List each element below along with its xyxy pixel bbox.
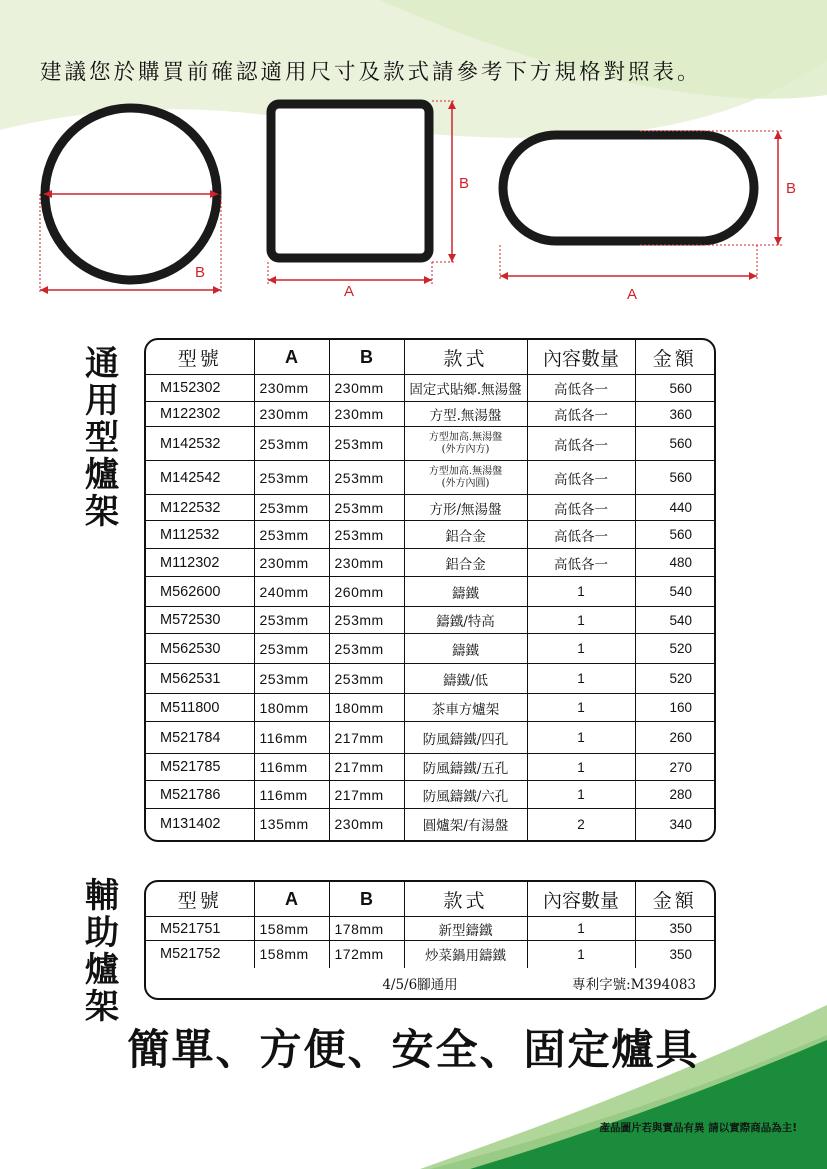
model-cell: M572530	[146, 607, 254, 634]
model-cell: M562530	[146, 634, 254, 664]
style-line-2: (外方內方)	[441, 443, 490, 455]
dim-b-cell: 230mm	[329, 375, 404, 402]
price-cell: 340	[635, 809, 714, 840]
style-line-2: (外方內圓)	[441, 477, 490, 489]
circle-label-b: B	[195, 264, 206, 281]
qty-cell: 高低各一	[527, 427, 635, 461]
model-cell: M112532	[146, 521, 254, 549]
dim-a-cell: 253mm	[254, 634, 329, 664]
price-cell: 560	[635, 427, 714, 461]
model-cell: M122302	[146, 402, 254, 427]
price-cell: 260	[635, 722, 714, 754]
dim-b-cell: 172mm	[329, 941, 404, 968]
style-cell: 鋁合金	[404, 549, 527, 577]
style-cell: 防風鑄鐵/六孔	[404, 781, 527, 809]
note-right: 專利字號:M394083	[572, 976, 696, 993]
style-cell: 鑄鐵/特高	[404, 607, 527, 634]
style-cell: 方形/無湯盤	[404, 495, 527, 521]
header-style: 款式	[404, 340, 527, 375]
dim-b-cell: 253mm	[329, 607, 404, 634]
model-cell: M142542	[146, 461, 254, 495]
price-cell: 560	[635, 461, 714, 495]
dim-b-cell: 260mm	[329, 577, 404, 607]
qty-cell: 1	[527, 577, 635, 607]
square-label-b: B	[459, 175, 470, 192]
price-cell: 520	[635, 664, 714, 694]
style-cell: 圓爐架/有湯盤	[404, 809, 527, 840]
style-cell: 鑄鐵/低	[404, 664, 527, 694]
style-line-1: 方型加高.無湯盤	[428, 465, 503, 477]
style-cell: 固定式貼鄉.無湯盤	[404, 375, 527, 402]
dim-a-cell: 230mm	[254, 549, 329, 577]
price-cell: 520	[635, 634, 714, 664]
qty-cell: 2	[527, 809, 635, 840]
qty-cell: 高低各一	[527, 521, 635, 549]
dim-a-cell: 180mm	[254, 694, 329, 722]
slogan: 簡單、方便、安全、固定爐具	[127, 1025, 700, 1074]
model-cell: M521751	[146, 917, 254, 941]
dim-b-cell: 217mm	[329, 754, 404, 781]
dim-b-cell: 217mm	[329, 781, 404, 809]
dim-a-cell: 158mm	[254, 917, 329, 941]
dim-a-cell: 253mm	[254, 495, 329, 521]
dim-b-cell: 230mm	[329, 402, 404, 427]
header-b: B	[329, 882, 404, 917]
qty-cell: 高低各一	[527, 375, 635, 402]
qty-cell: 1	[527, 607, 635, 634]
header-style: 款式	[404, 882, 527, 917]
dim-a-cell: 135mm	[254, 809, 329, 840]
dim-a-cell: 116mm	[254, 722, 329, 754]
price-cell: 360	[635, 402, 714, 427]
model-cell: M521785	[146, 754, 254, 781]
dim-a-cell: 158mm	[254, 941, 329, 968]
dim-a-cell: 116mm	[254, 754, 329, 781]
dim-b-cell: 180mm	[329, 694, 404, 722]
dim-a-cell: 240mm	[254, 577, 329, 607]
style-cell: 鑄鐵	[404, 577, 527, 607]
price-cell: 480	[635, 549, 714, 577]
circle-diagram	[40, 108, 221, 294]
dim-a-cell: 253mm	[254, 607, 329, 634]
header-a: A	[254, 882, 329, 917]
header-price: 金額	[635, 882, 714, 917]
qty-cell: 1	[527, 722, 635, 754]
price-cell: 440	[635, 495, 714, 521]
dim-a-cell: 253mm	[254, 461, 329, 495]
section2-title-text: 輔助爐架	[85, 876, 119, 1027]
price-cell: 160	[635, 694, 714, 722]
dim-b-cell: 253mm	[329, 634, 404, 664]
model-cell: M521784	[146, 722, 254, 754]
qty-cell: 高低各一	[527, 402, 635, 427]
dim-b-cell: 253mm	[329, 427, 404, 461]
header-b: B	[329, 340, 404, 375]
square-label-a: A	[344, 283, 355, 300]
dim-a-cell: 253mm	[254, 427, 329, 461]
price-cell: 540	[635, 607, 714, 634]
dim-b-cell: 230mm	[329, 549, 404, 577]
qty-cell: 1	[527, 694, 635, 722]
style-cell: 鋁合金	[404, 521, 527, 549]
qty-cell: 高低各一	[527, 495, 635, 521]
style-cell: 炒菜鍋用鑄鐵	[404, 941, 527, 968]
price-cell: 350	[635, 917, 714, 941]
oval-label-b: B	[786, 180, 797, 197]
dim-b-cell: 253mm	[329, 521, 404, 549]
price-cell: 350	[635, 941, 714, 968]
header-price: 金額	[635, 340, 714, 375]
model-cell: M562600	[146, 577, 254, 607]
price-cell: 540	[635, 577, 714, 607]
model-cell: M521786	[146, 781, 254, 809]
style-cell: 方型.無湯盤	[404, 402, 527, 427]
dim-b-cell: 253mm	[329, 664, 404, 694]
qty-cell: 1	[527, 917, 635, 941]
dim-b-cell: 230mm	[329, 809, 404, 840]
style-cell: 茶車方爐架	[404, 694, 527, 722]
qty-cell: 1	[527, 781, 635, 809]
header-model: 型號	[146, 882, 254, 917]
qty-cell: 高低各一	[527, 549, 635, 577]
dim-a-cell: 253mm	[254, 521, 329, 549]
note-left: 4/5/6腳通用	[382, 976, 458, 993]
style-cell: 新型鑄鐵	[404, 917, 527, 941]
qty-cell: 1	[527, 664, 635, 694]
model-cell: M122532	[146, 495, 254, 521]
model-cell: M562531	[146, 664, 254, 694]
style-cell: 防風鑄鐵/五孔	[404, 754, 527, 781]
header-qty: 內容數量	[527, 340, 635, 375]
dim-b-cell: 253mm	[329, 495, 404, 521]
dim-b-cell: 178mm	[329, 917, 404, 941]
qty-cell: 1	[527, 634, 635, 664]
oval-diagram	[500, 131, 782, 280]
qty-cell: 高低各一	[527, 461, 635, 495]
dim-a-cell: 230mm	[254, 402, 329, 427]
model-cell: M142532	[146, 427, 254, 461]
style-cell: 防風鑄鐵/四孔	[404, 722, 527, 754]
dim-b-cell: 217mm	[329, 722, 404, 754]
model-cell: M112302	[146, 549, 254, 577]
price-cell: 280	[635, 781, 714, 809]
header-qty: 內容數量	[527, 882, 635, 917]
headline: 建議您於購買前確認適用尺寸及款式請參考下方規格對照表。	[40, 60, 702, 85]
header-a: A	[254, 340, 329, 375]
dim-b-cell: 253mm	[329, 461, 404, 495]
price-cell: 560	[635, 375, 714, 402]
style-cell: 鑄鐵	[404, 634, 527, 664]
qty-cell: 1	[527, 754, 635, 781]
model-cell: M521752	[146, 941, 254, 968]
dim-a-cell: 253mm	[254, 664, 329, 694]
price-cell: 560	[635, 521, 714, 549]
dim-a-cell: 230mm	[254, 375, 329, 402]
header-model: 型號	[146, 340, 254, 375]
model-cell: M152302	[146, 375, 254, 402]
price-cell: 270	[635, 754, 714, 781]
model-cell: M511800	[146, 694, 254, 722]
section1-title-text: 通用型爐架	[85, 344, 119, 532]
dim-a-cell: 116mm	[254, 781, 329, 809]
footnote: 產品圖片若與實品有異 請以實際商品為主!	[599, 1122, 797, 1134]
qty-cell: 1	[527, 941, 635, 968]
model-cell: M131402	[146, 809, 254, 840]
oval-label-a: A	[627, 286, 638, 303]
square-diagram	[268, 101, 456, 284]
style-line-1: 方型加高.無湯盤	[428, 431, 503, 443]
